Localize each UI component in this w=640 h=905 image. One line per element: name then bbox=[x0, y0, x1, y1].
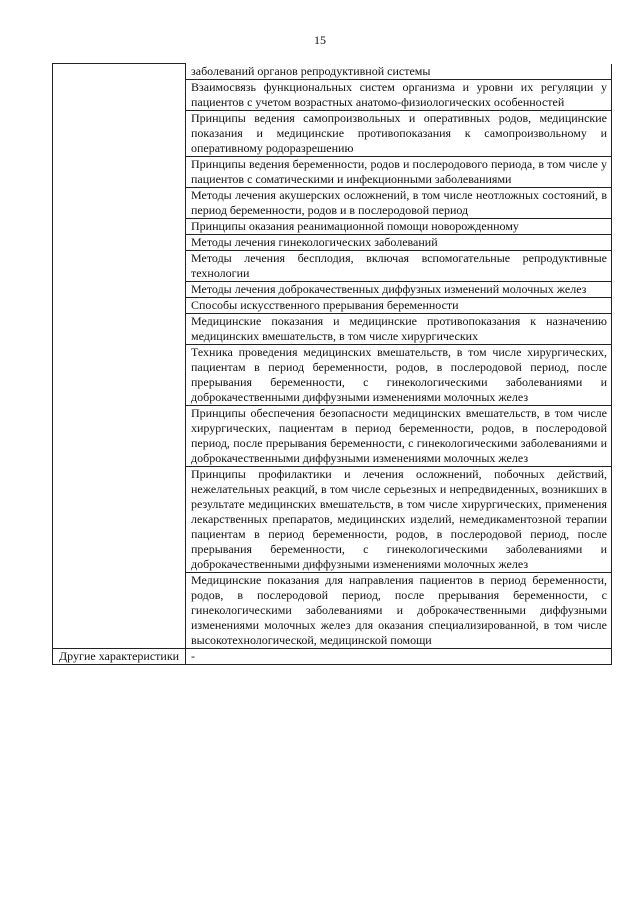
knowledge-item: заболеваний органов репродуктивной системы bbox=[186, 64, 612, 80]
left-cell-empty bbox=[53, 64, 186, 649]
knowledge-item: Методы лечения гинекологических заболеваний bbox=[186, 234, 612, 250]
requirements-table bbox=[52, 63, 612, 665]
knowledge-item: Техника проведения медицинских вмешательств, в том числе хирургических, пациентам в период беременности, родов, в послеродовой период, после прерывания беременности, с гинекологическими заболеваниями и доброкачественными диффузными изменениями молочных желез bbox=[186, 344, 612, 405]
other-characteristics-value: - bbox=[186, 648, 612, 664]
other-characteristics-label: Другие характеристики bbox=[53, 648, 186, 664]
knowledge-item: Принципы профилактики и лечения осложнений, побочных действий, нежелательных реакций, в том числе серьезных и непредвиденных, возникших в результате медицинских вмешательств, в том числе хирургических, применения лекарственных препаратов, медицинских изделий, немедикаментозной терапии пациентам в период беременности, родов, в послеродовой период, после прерывания беременности, с гинекологическими заболеваниями и доброкачественными диффузными изменениями молочных желез bbox=[186, 466, 612, 572]
page-number: 15 bbox=[314, 33, 326, 47]
table-row bbox=[53, 64, 612, 80]
knowledge-item: Методы лечения доброкачественных диффузных изменений молочных желез bbox=[186, 281, 612, 297]
knowledge-item: Принципы ведения беременности, родов и послеродового периода, в том числе у пациентов с соматическими и инфекционными заболеваниями bbox=[186, 156, 612, 187]
knowledge-item: Способы искусственного прерывания беременности bbox=[186, 297, 612, 313]
knowledge-item: Медицинские показания и медицинские противопоказания к назначению медицинских вмешательств, в том числе хирургических bbox=[186, 313, 612, 344]
knowledge-item: Методы лечения акушерских осложнений, в том числе неотложных состояний, в период беременности, родов и в послеродовой период bbox=[186, 187, 612, 218]
knowledge-item: Методы лечения бесплодия, включая вспомогательные репродуктивные технологии bbox=[186, 250, 612, 281]
knowledge-item: Принципы ведения самопроизвольных и оперативных родов, медицинские показания и медицинские противопоказания к самопроизвольному и оперативному родоразрешению bbox=[186, 110, 612, 156]
knowledge-item: Принципы оказания реанимационной помощи новорожденному bbox=[186, 218, 612, 234]
table-row bbox=[53, 648, 612, 664]
knowledge-item: Взаимосвязь функциональных систем организма и уровни их регуляции у пациентов с учетом возрастных анатомо-физиологических особенностей bbox=[186, 79, 612, 110]
knowledge-item: Медицинские показания для направления пациентов в период беременности, родов, в послеродовой период, после прерывания беременности, с гинекологическими заболеваниями и доброкачественными диффузными изменениями молочных желез для оказания специализированной, в том числе высокотехнологической, медицинской помощи bbox=[186, 572, 612, 648]
knowledge-item: Принципы обеспечения безопасности медицинских вмешательств, в том числе хирургических, пациентам в период беременности, родов, в послеродовой период, после прерывания беременности, с гинекологическими заболеваниями и доброкачественными диффузными изменениями молочных желез bbox=[186, 405, 612, 466]
